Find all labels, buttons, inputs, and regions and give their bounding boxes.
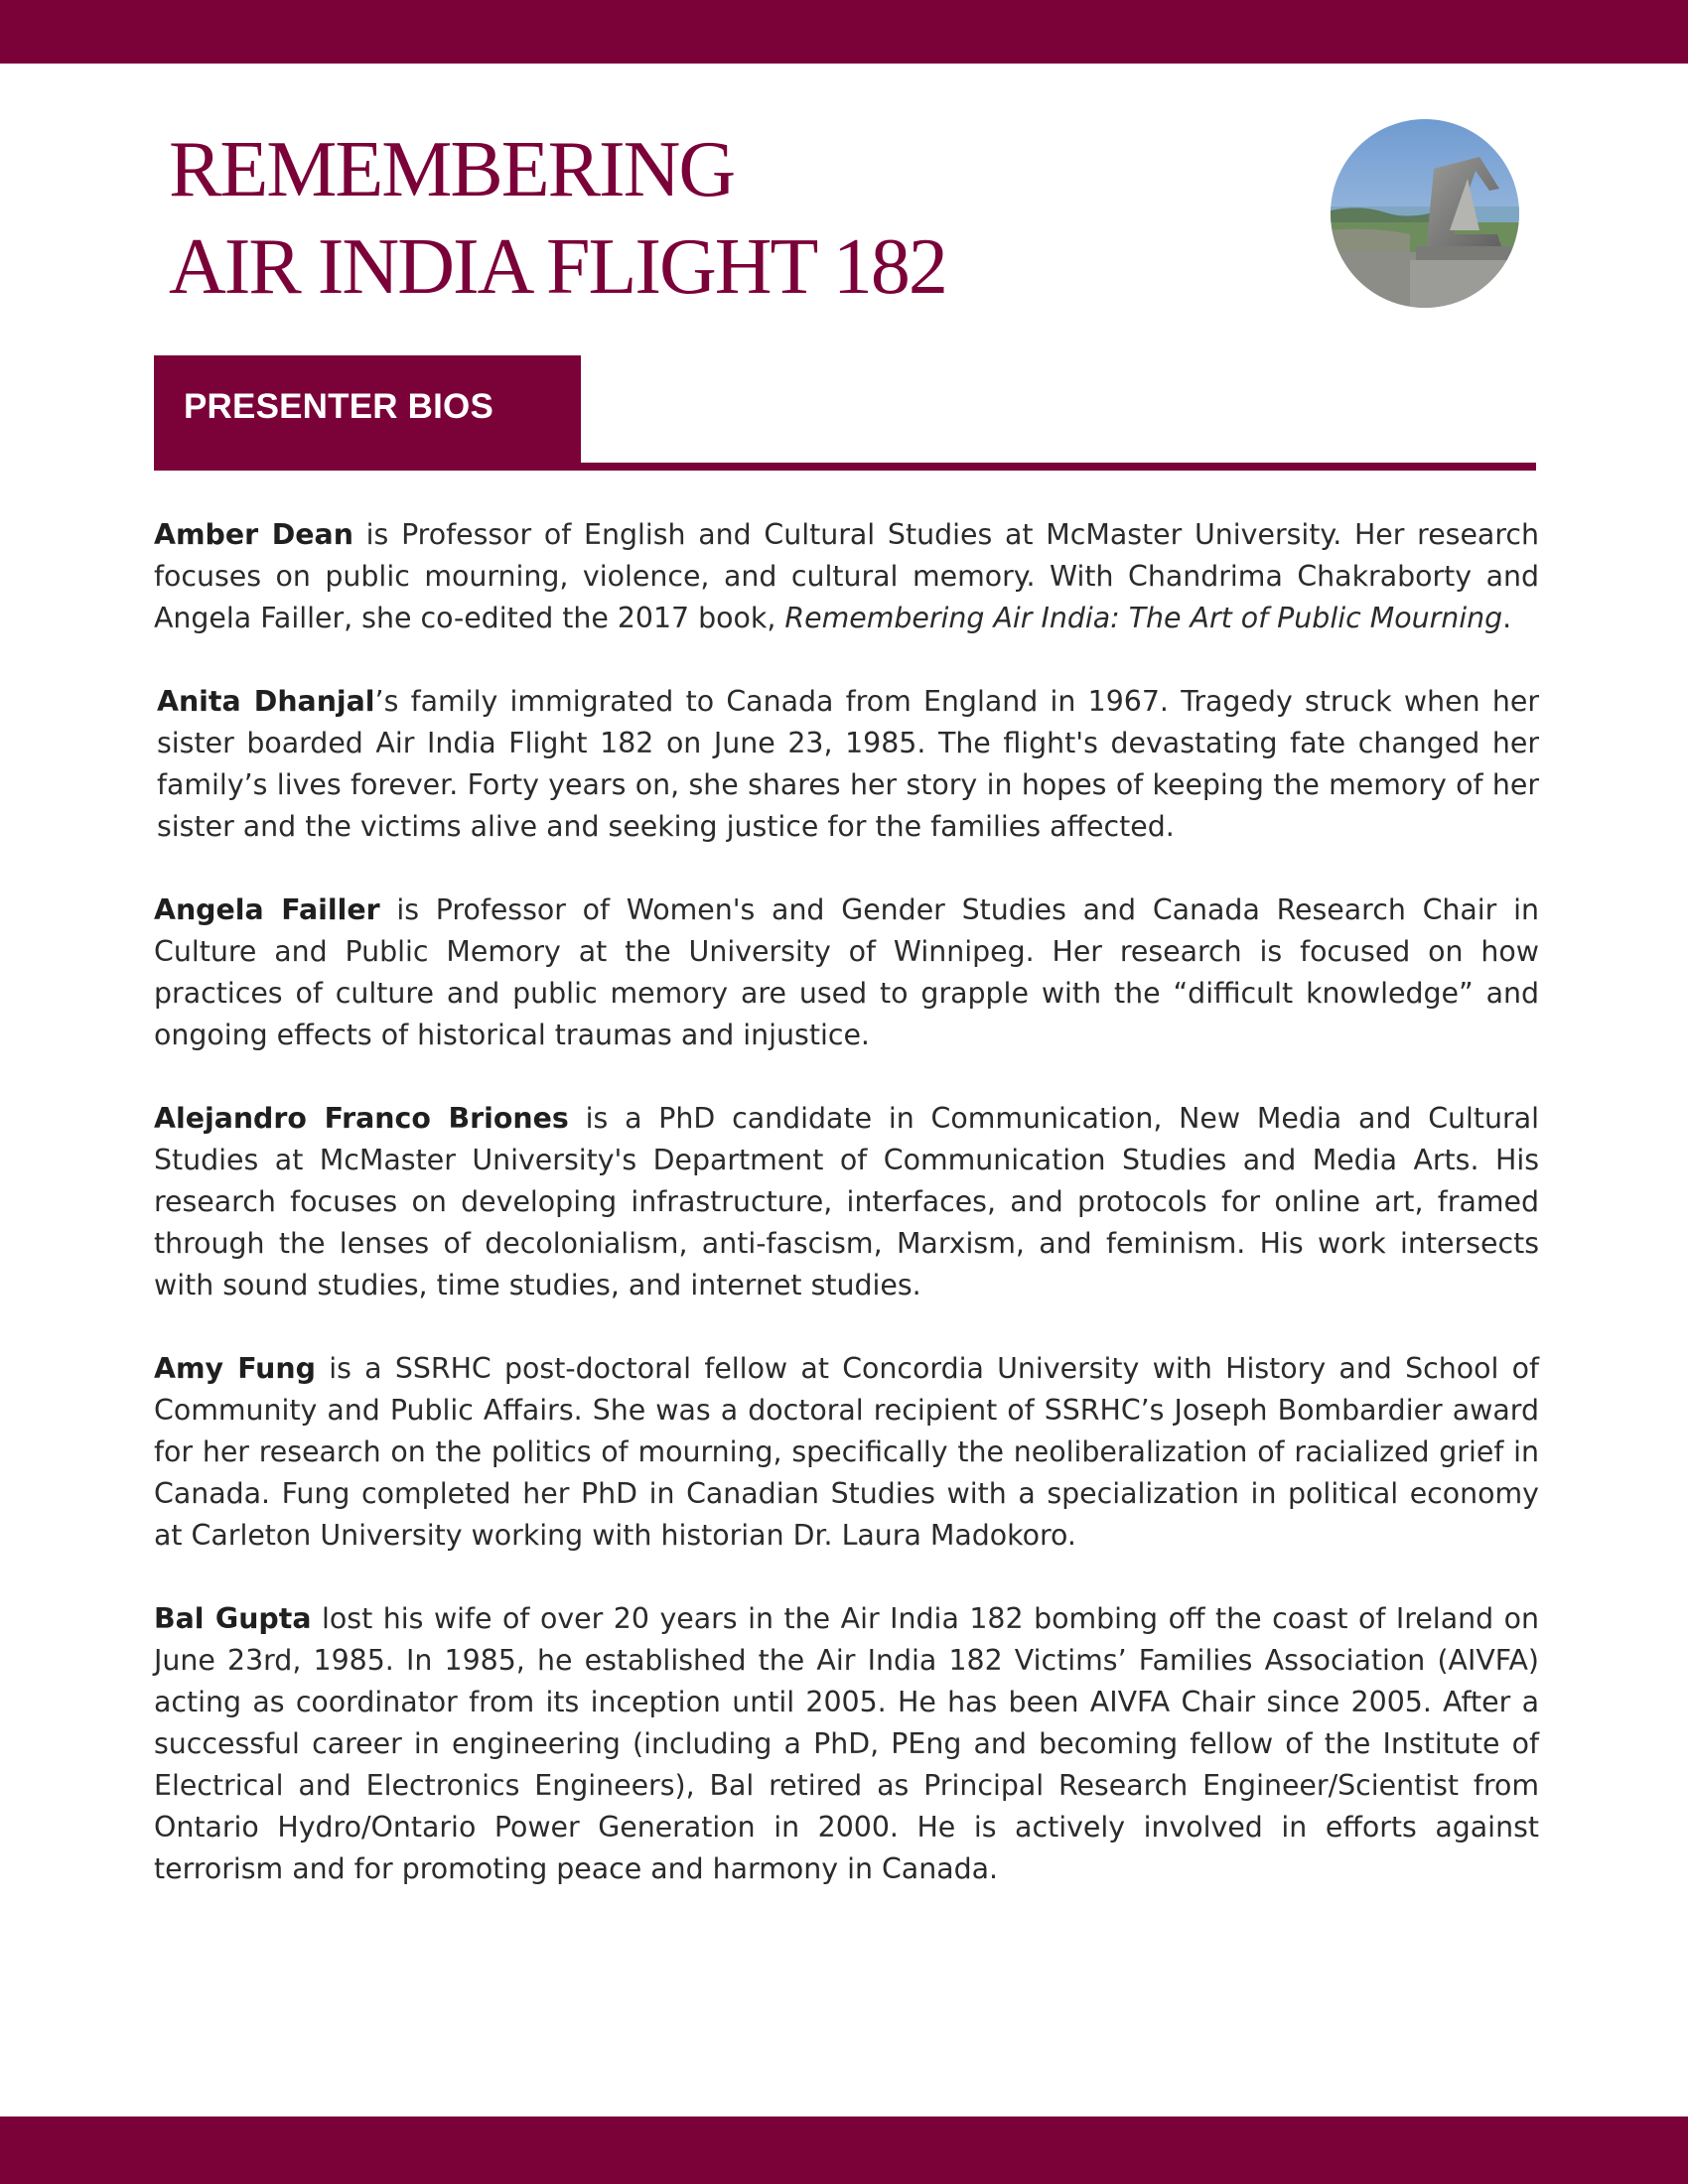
bio-name: Amy Fung [154, 1352, 316, 1385]
bio-amber-dean [154, 514, 1539, 639]
bio-name: Angela Failler [154, 893, 380, 926]
bio-book-title: Remembering Air India: The Art of Public Mourning [784, 602, 1503, 634]
bio-name: Anita Dhanjal [157, 685, 375, 718]
bio-text-end: . [1502, 602, 1512, 634]
section-heading-tab: PRESENTER BIOS [154, 355, 581, 471]
bio-text: is Professor of Women's and Gender Studies and Canada Research Chair in Culture and Public Memory at the University of Winnipeg. Her research is focused on how practices of culture and public memory are used to grapple with the “difficult knowledge” and ongoing effects of historical traumas and injustice. [154, 893, 1539, 1051]
bio-text: lost his wife of over 20 years in the Air India 182 bombing off the coast of Ireland on June 23rd, 1985. In 1985, he established the Air India 182 Victims’ Families Association (AIVFA) acting as coordinator from its inception until 2005. He has been AIVFA Chair since 2005. After a successful career in engineering (including a PhD, PEng and becoming fellow of the Institute of Electrical and Electronics Engineers), Bal retired as Principal Research Engineer/Scientist from Ontario Hydro/Ontario Power Generation in 2000. He is actively involved in efforts against terrorism and for promoting peace and harmony in Canada. [154, 1602, 1539, 1885]
memorial-sculpture-photo [1331, 119, 1519, 308]
bio-text: is Professor of English and Cultural Studies at McMaster University. Her research focuses on public mourning, violence, and cultural memory. With Chandrima Chakraborty and Angela Failler, she co-edited the 2017 book, [154, 518, 1539, 634]
title-line-1: REMEMBERING [169, 126, 735, 213]
bio-text: is a SSRHC post-doctoral fellow at Concordia University with History and School of Community and Public Affairs. She was a doctoral recipient of SSRHC’s Joseph Bombardier award for her research on the politics of mourning, specifically the neoliberalization of racialized grief in Canada. Fung completed her PhD in Canadian Studies with a specialization in political economy at Carleton University working with historian Dr. Laura Madokoro. [154, 1352, 1539, 1552]
page-title [169, 121, 946, 316]
bio-alejandro-franco-briones [154, 1098, 1539, 1306]
title-line-2: AIR INDIA FLIGHT 182 [169, 223, 946, 311]
memorial-photo-icon [1331, 119, 1519, 308]
bio-text: ’s family immigrated to Canada from England in 1967. Tragedy struck when her sister boarded Air India Flight 182 on June 23, 1985. The flight's devastating fate changed her family’s lives forever. Forty years on, she shares her story in hopes of keeping the memory of her sister and the victims alive and seeking justice for the families affected. [157, 685, 1539, 843]
section-divider [154, 463, 1536, 471]
bios-list [154, 514, 1539, 1890]
bio-text: is a PhD candidate in Communication, New Media and Cultural Studies at McMaster University's Department of Communication Studies and Media Arts. His research focuses on developing infrastructure, interfaces, and protocols for online art, framed through the lenses of decolonialism, anti-fascism, Marxism, and feminism. His work intersects with sound studies, time studies, and internet studies. [154, 1102, 1540, 1301]
bio-name: Alejandro Franco Briones [154, 1102, 569, 1135]
bio-angela-failler [154, 889, 1539, 1056]
bio-anita-dhanjal [154, 681, 1539, 848]
top-banner-bar [0, 0, 1688, 64]
bio-amy-fung [154, 1348, 1539, 1557]
bottom-banner-bar [0, 2116, 1688, 2184]
bio-name: Amber Dean [154, 518, 353, 551]
bio-bal-gupta [154, 1598, 1539, 1890]
bio-name: Bal Gupta [154, 1602, 312, 1635]
